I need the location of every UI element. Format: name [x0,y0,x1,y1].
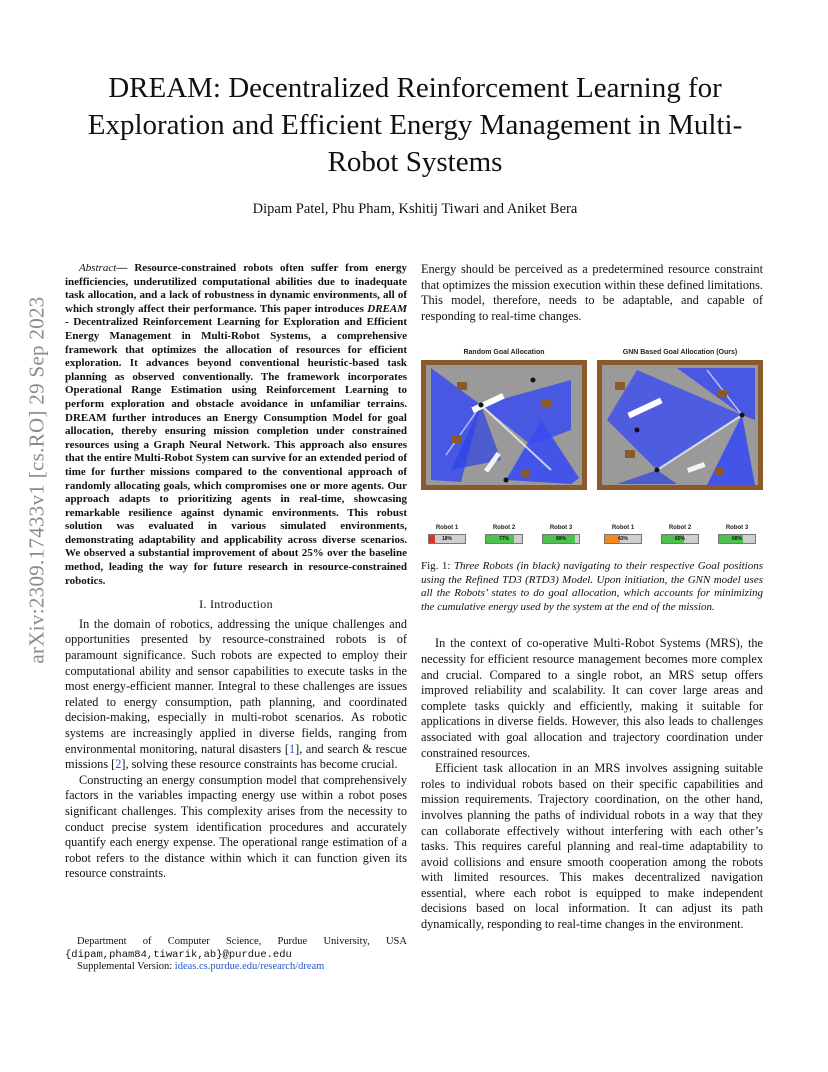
footnote-affiliation: Department of Computer Science, Purdue University, USA [77,936,407,947]
left-arena-scene [421,360,587,490]
right-panel-title: GNN Based Goal Allocation (Ours) [622,349,738,356]
right-robot-energy-bars [597,525,763,549]
paper-authors: Dipam Patel, Phu Pham, Kshitij Tiwari and Aniket Bera [252,201,578,217]
abstract-text-b: - Decentralized Reinforcement Learning for Exploration and Efficient Energy Management in Multi-Robot Systems, a comprehensive framework that optimizes the allocation of resources for efficient exploration. It advances beyond conventional heuristic-based task planning as observed conventionally. The framework incorporates Operational Range Estimation using Reinforcement Learning to perform exploration and obstacle avoidance in unfamiliar terrains. DREAM further introduces an Energy Consumption Model for goal allocation, thereby ensuring mission completion under constrained resources using a Graph Neural Network. This approach also ensures that the entire Multi-Robot System can survive for an extended period of time for further missions compared to the conventional approach of randomly allocating goals, which compromises one or more agents. Our approach adapts to prioritizing agents in real-time, showcasing remarkable resilience against dynamic environments. This robust solution was evaluated in various simulated environments, demonstrating adaptability and applicability across diverse scenarios. We observed a substantial improvement of about 25% over the baseline method, leading the way for future research in resource-constrained robotics. [65,316,407,587]
robot-energy-bar: Robot 3 68% [711,525,763,544]
left-column [65,262,407,882]
caption-text: Three Robots (in black) navigating to their respective Goal positions using the Refined TD3 (RTD3) Model. Upon initiation, the GNN model uses all the Robots’ states to do goal allocation, which accounts for minimizing the cumulative energy used by the system at the end of the mission. [421,560,763,613]
footnote-emails: {dipam,pham84,tiwarik,ab}@purdue.edu [65,948,292,961]
section-heading-introduction: I. Introduction [199,597,273,612]
arxiv-identifier: arXiv:2309.17433v1 [cs.RO] 29 Sep 2023 [24,296,49,664]
abstract-text-a: — Resource-constrained robots often suffer from energy inefficiencies, underutilized computational abilities due to inadequate task allocation, and a lack of robustness in dynamic environments, all of which strongly affect their performance. This paper introduces [65,262,407,315]
left-robot-energy-bars [421,525,587,549]
right-paragraph-0: Energy should be perceived as a predetermined resource constraint that optimizes the mission execution within these defined limitations. This model, therefore, needs to be adaptable, and capable of responding to real-time changes. [421,262,763,323]
right-paragraph-1: In the context of co-operative Multi-Robot Systems (MRS), the necessity for efficient resource management becomes more complex and crucial. Compared to a single robot, an MRS setup offers improved reliability and scalability. It can cover large areas and complete tasks quickly and efficiently, making it suitable for applications in diverse fields. However, this also leads to challenges associated with goal allocation and trajectory coordination under constrained resources. [421,636,763,760]
robot-energy-bar: Robot 2 77% [478,525,530,544]
left-arena [421,360,587,490]
arxiv-stamp [22,0,52,1072]
footnote [65,936,407,974]
robot-energy-bar: Robot 1 18% [421,525,473,544]
abstract-emphasis: DREAM [367,302,407,315]
right-arena-scene [597,360,763,490]
figure-caption [421,560,763,933]
citation-link-2[interactable]: 2 [115,757,122,772]
robot-energy-bar: Robot 1 43% [597,525,649,544]
right-paragraph-2: Efficient task allocation in an MRS involves assigning suitable roles to individual robots based on their specific capabilities and mission requirements. Trajectory coordination, on the other hand, involves planning the paths of individual robots in a way that they can collaborate effectively without interfering with each other’s tasks. This requires careful planning and real-time adaptability to avoid collisions and ensure smooth cooperation among the robots with limited resources. This makes decentralized navigation essential, where each robot is equipped to make independent decisions based on local information. It can adjust its path dynamically, responding to real-time changes in the environment. [421,761,763,932]
figure-1 [421,347,763,552]
right-arena [597,360,763,490]
citation-link-1[interactable]: 1 [288,741,296,756]
footnote-supplemental: Supplemental Version: ideas.cs.purdue.edu/research/dream [77,961,325,972]
paper-title: DREAM: Decentralized Reinforcement Learning for Exploration and Efficient Energy Management in Multi-Robot Systems [87,72,743,178]
left-panel-title: Random Goal Allocation [463,349,545,356]
right-column [421,262,763,324]
abstract-lead: Abstract [79,262,117,274]
robot-energy-bar: Robot 3 89% [535,525,587,544]
abstract [65,262,407,588]
intro-paragraph-2: Constructing an energy consumption model that comprehensively factors in the variables impacting energy use within a robot poses significant challenges. This complexity arises from the necessity to conduct precise system identification procedures and accurately quantify each energy expense. The operational range estimation of a robot refers to the distance within which it can function given its resource constraints. [65,772,407,881]
robot-energy-bar: Robot 2 60% [654,525,706,544]
supplemental-link[interactable]: ideas.cs.purdue.edu/research/dream [174,961,325,972]
caption-tag: Fig. 1: [421,560,454,572]
intro-paragraph-1: In the domain of robotics, addressing the unique challenges and opportunities presented by resource-constrained robots is of paramount significance. Such robots are expected to employ their computational ability and sensor capabilities to execute tasks in the most energy-efficient manner. Integral to these challenges are issues related to energy consumption, path planning, and coordinated decision-making, especially in multi-robot scenarios. As robotic systems are increasingly applied in diverse fields, ranging from environmental monitoring, natural disasters [1], and search & rescue missions [2], solving these resource constraints has become crucial. [65,616,407,772]
